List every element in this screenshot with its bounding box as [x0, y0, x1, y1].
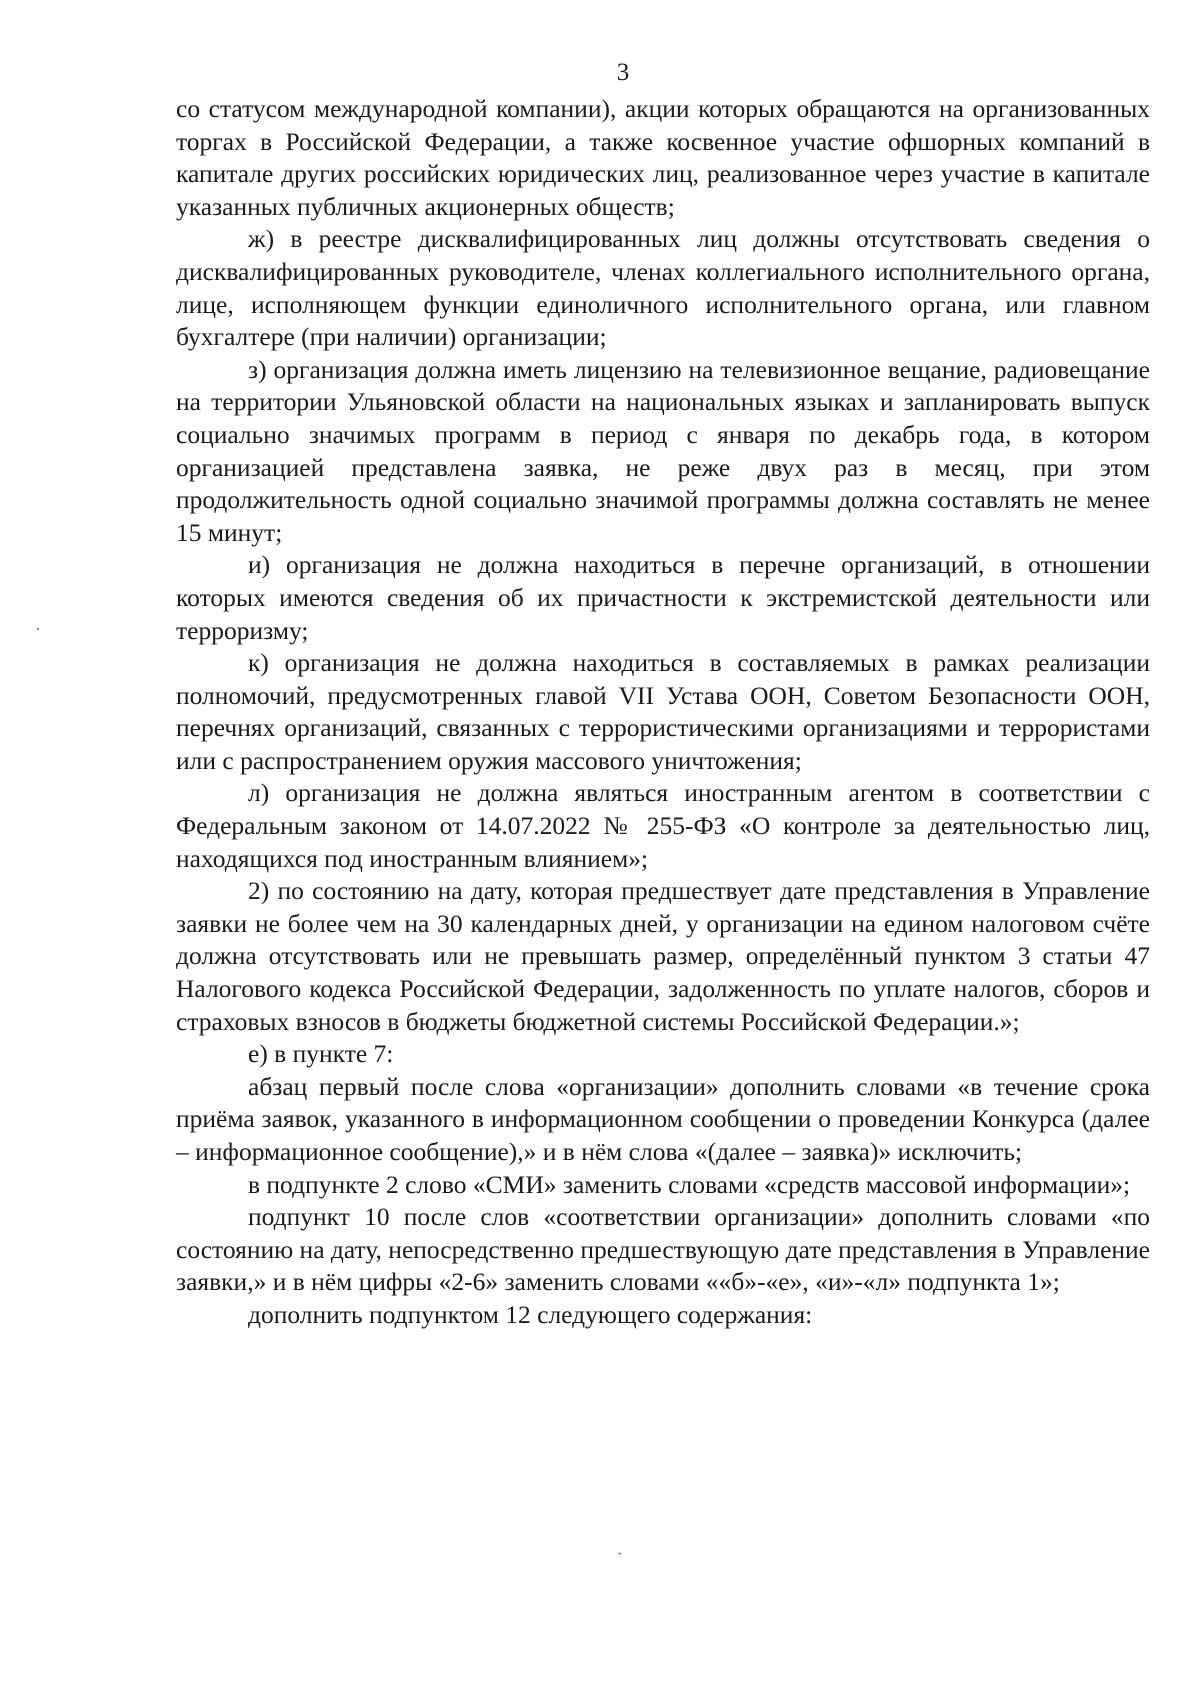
paragraph-item-2: 2) по состоянию на дату, которая предшествует дате представления в Управление заявки не более чем на 30 календарных дней, у организации на едином налоговом счёте должна отсутствовать или не превышать размер, определённый пунктом 3 статьи 47 Налогового кодекса Российской Федерации, задолженность по уплате налогов, сборов и страховых взносов в бюджеты бюджетной системы Российской Федерации.»; — [176, 876, 1150, 1036]
paragraph-item-z: з) организация должна иметь лицензию на телевизионное вещание, радиовещание на территории Ульяновской области на национальных языках и запланировать выпуск социально значимых программ в период с января по декабрь года, в котором организацией представлена заявка, не реже двух раз в месяц, при этом продолжительность одной социально значимой программы должна составлять не менее 15 минут; — [176, 354, 1150, 547]
document-body — [176, 93, 1150, 1332]
paragraph-item-e: е) в пункте 7: — [248, 1039, 394, 1069]
paragraph-amend-subitem-2: в подпункте 2 слово «СМИ» заменить словами «средств массовой информации»; — [248, 1169, 1131, 1199]
page-number: 3 — [616, 59, 630, 86]
scan-speck: . — [36, 617, 40, 634]
paragraph-item-i: и) организация не должна находиться в перечне организаций, в отношении которых имеются сведения об их причастности к экстремистской деятельности или терроризму; — [176, 550, 1150, 645]
paragraph-amend-first-abzac: абзац первый после слова «организации» дополнить словами «в течение срока приёма заявок, указанного в информационном сообщении о проведении Конкурса (далее – информационное сообщение),» и в нём слова «(далее – заявка)» исключить; — [176, 1071, 1150, 1166]
paragraph-item-k: к) организация не должна находиться в составляемых в рамках реализации полномочий, предусмотренных главой VII Устава ООН, Советом Безопасности ООН, перечнях организаций, связанных с террористическими организациями и террористами или с распространением оружия массового уничтожения; — [176, 648, 1150, 775]
scan-speck: · — [617, 1546, 623, 1563]
paragraph-amend-subitem-10: подпункт 10 после слов «соответствии организации» дополнить словами «по состоянию на дату, непосредственно предшествующую дате представления в Управление заявки,» и в нём цифры «2-6» заменить словами ««б»-«е», «и»-«л» подпункта 1»; — [176, 1202, 1150, 1297]
paragraph-continuation: со статусом международной компании), акции которых обращаются на организованных торгах в Российской Федерации, а также косвенное участие офшорных компаний в капитале других российских юридических лиц, реализованное через участие в капитале указанных публичных акционерных обществ; — [176, 94, 1150, 221]
paragraph-item-l: л) организация не должна являться иностранным агентом в соответствии с Федеральным законом от 14.07.2022 № 255-ФЗ «О контроле за деятельностью лиц, находящихся под иностранным влиянием»; — [176, 778, 1150, 873]
paragraph-item-zh: ж) в реестре дисквалифицированных лиц должны отсутствовать сведения о дисквалифицированных руководителе, членах коллегиального исполнительного органа, лице, исполняющем функции единоличного исполнительного органа, или главном бухгалтере (при наличии) организации; — [176, 224, 1150, 352]
paragraph-amend-subitem-12: дополнить подпунктом 12 следующего содержания: — [248, 1299, 813, 1329]
